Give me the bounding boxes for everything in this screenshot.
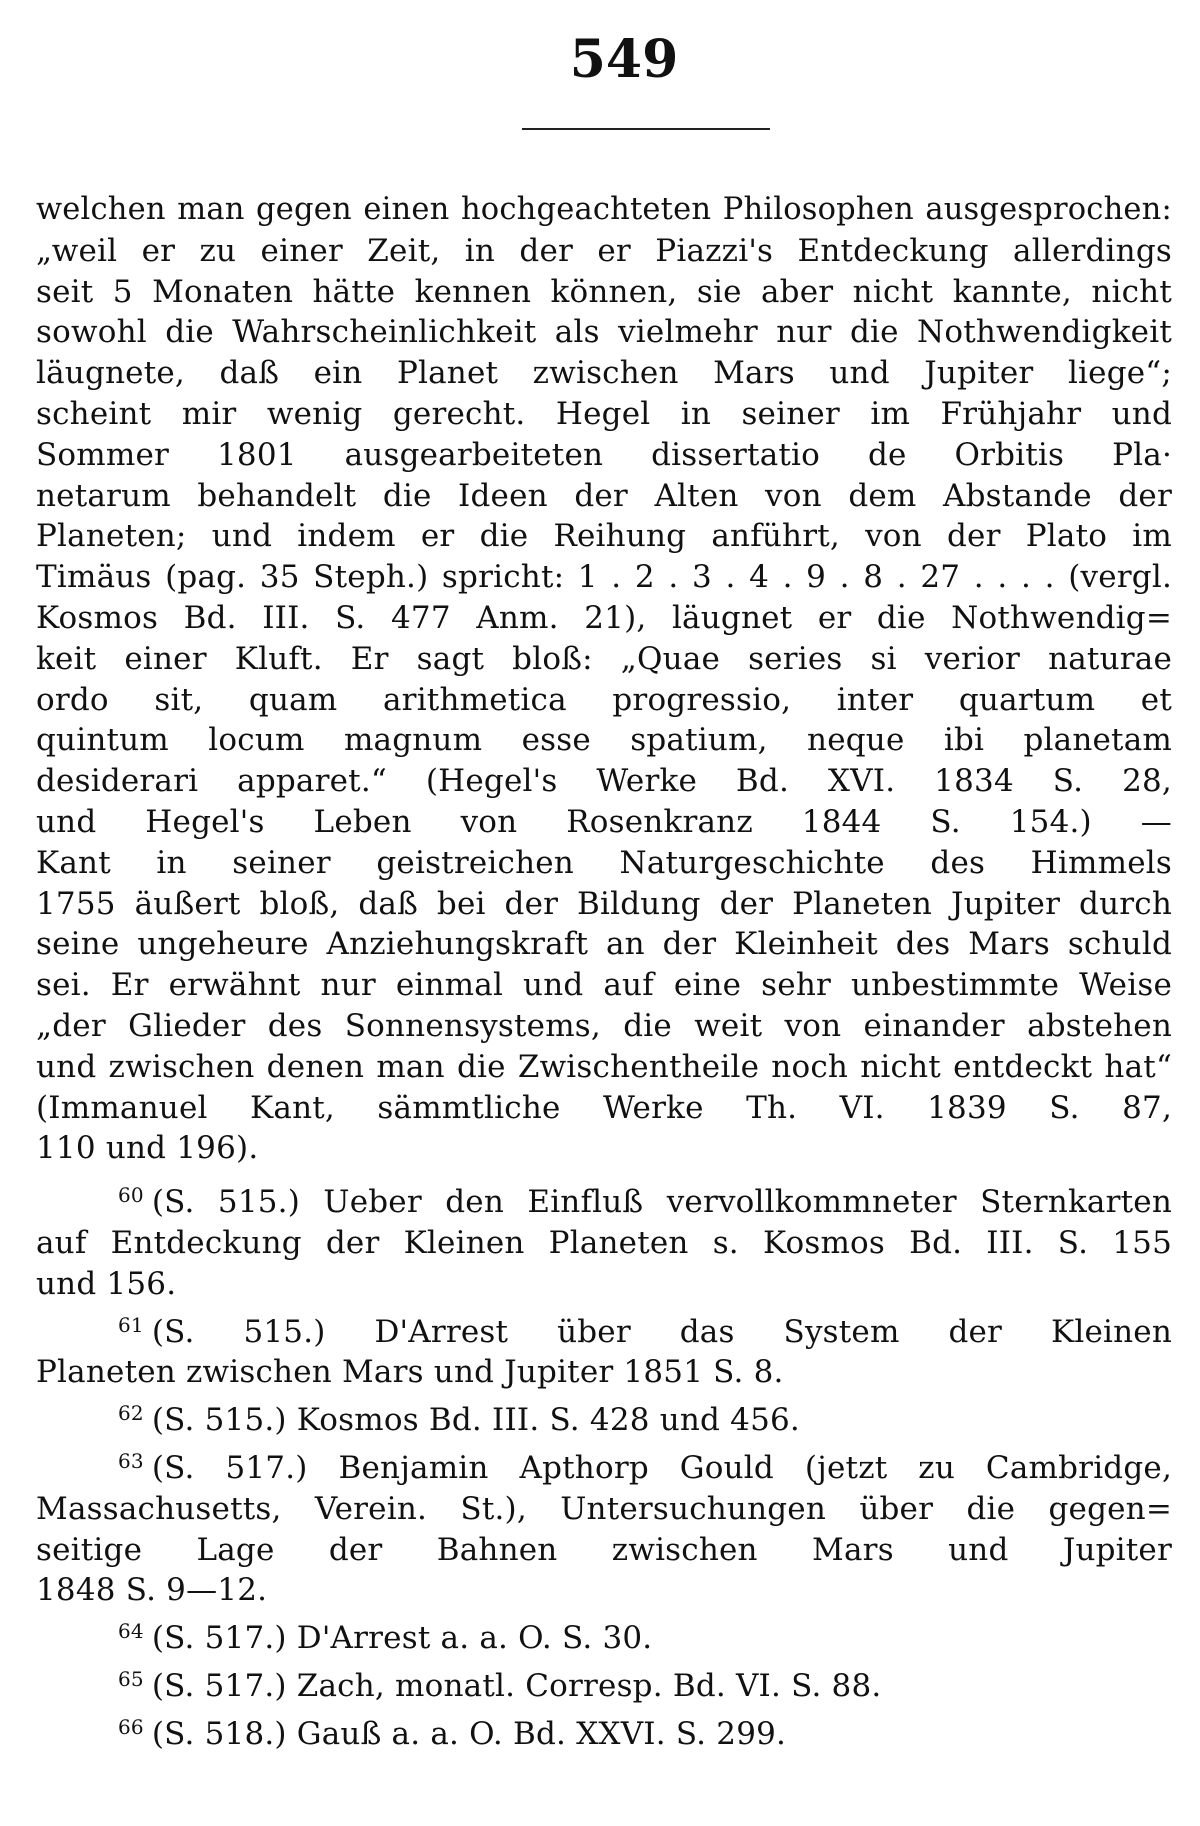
page-number: 549 [569, 29, 679, 90]
text-line: und zwischen denen man die Zwischentheile noch nicht entdeckt hat“ [36, 1048, 1172, 1085]
text-line: sei. Er erwähnt nur einmal und auf eine sehr unbestimmte Weise [36, 967, 1172, 1004]
footnote-number: 66 [118, 1714, 144, 1739]
text-line: scheint mir wenig gerecht. Hegel in seiner im Frühjahr und [36, 395, 1172, 432]
footnote-text: (S. 517.) D'Arrest a. a. O. S. 30. [151, 1620, 653, 1657]
footnote-number: 63 [118, 1448, 144, 1473]
text-line: 1755 äußert bloß, daß bei der Bildung der Planeten Jupiter durch [36, 885, 1172, 922]
footnote-text: (S. 515.) Ueber den Einfluß vervollkommneter Sternkarten [151, 1184, 1172, 1221]
footnote-text: (S. 515.) Kosmos Bd. III. S. 428 und 456. [151, 1402, 800, 1439]
footnote [36, 1707, 1172, 1755]
text-line: Kosmos Bd. III. S. 477 Anm. 21), läugnet er die Nothwendig= [36, 599, 1172, 636]
text-line: keit einer Kluft. Er sagt bloß: „Quae series si verior naturae [36, 640, 1172, 677]
text-line: (Immanuel Kant, sämmtliche Werke Th. VI. 1839 S. 87, [36, 1089, 1172, 1126]
text-line: „weil er zu einer Zeit, in der er Piazzi's Entdeckung allerdings [36, 232, 1172, 269]
footnote-text: (S. 517.) Zach, monatl. Corresp. Bd. VI. S. 88. [151, 1667, 882, 1704]
footnote-text: (S. 517.) Benjamin Apthorp Gould (jetzt zu Cambridge, [151, 1449, 1172, 1486]
footnote-number: 60 [118, 1183, 144, 1208]
header-rule [522, 128, 770, 130]
footnote-number: 65 [118, 1666, 144, 1691]
footnote-number: 61 [118, 1312, 144, 1337]
footnote [36, 1305, 1172, 1394]
footnote [36, 1611, 1172, 1659]
text-line: quintum locum magnum esse spatium, neque ibi planetam [36, 722, 1172, 759]
footnote-text: (S. 518.) Gauß a. a. O. Bd. XXVI. S. 299. [151, 1715, 787, 1752]
page-text [36, 190, 1172, 1754]
footnote-text: 1848 S. 9—12. [36, 1572, 268, 1609]
footnote-number: 64 [118, 1619, 144, 1644]
text-line: Timäus (pag. 35 Steph.) spricht: 1 . 2 . 3 . 4 . 9 . 8 . 27 . . . . (vergl. [36, 559, 1172, 596]
main-paragraph [36, 190, 1172, 1169]
text-line: seit 5 Monaten hätte kennen können, sie aber nicht kannte, nicht [36, 273, 1172, 310]
footnote-text: Massachusetts, Verein. St.), Untersuchungen über die gegen= [36, 1490, 1172, 1527]
text-line: sowohl die Wahrscheinlichkeit als vielmehr nur die Nothwendigkeit [36, 314, 1172, 351]
text-line: welchen man gegen einen hochgeachteten Philosophen ausgesprochen: [36, 192, 1172, 227]
footnote [36, 1659, 1172, 1707]
footnote [36, 1441, 1172, 1611]
text-line: seine ungeheure Anziehungskraft an der Kleinheit des Mars schuld [36, 926, 1172, 963]
footnote-text: und 156. [36, 1265, 177, 1302]
text-line: 110 und 196). [36, 1130, 259, 1167]
footnote-number: 62 [118, 1401, 144, 1426]
text-line: Sommer 1801 ausgearbeiteten dissertatio de Orbitis Pla· [36, 436, 1172, 473]
text-line: „der Glieder des Sonnensystems, die weit von einander abstehen [36, 1007, 1172, 1044]
footnote-text: auf Entdeckung der Kleinen Planeten s. Kosmos Bd. III. S. 155 [36, 1224, 1172, 1261]
text-line: Kant in seiner geistreichen Naturgeschichte des Himmels [36, 844, 1172, 881]
text-line: Planeten; und indem er die Reihung anführt, von der Plato im [36, 518, 1172, 555]
footnote-text: (S. 515.) D'Arrest über das System der Kleinen [151, 1313, 1172, 1350]
text-line: läugnete, daß ein Planet zwischen Mars und Jupiter liege“; [36, 355, 1172, 392]
footnote-text: Planeten zwischen Mars und Jupiter 1851 S. 8. [36, 1354, 784, 1391]
text-line: ordo sit, quam arithmetica progressio, inter quartum et [36, 681, 1172, 718]
footnote [36, 1175, 1172, 1304]
text-line: desiderari apparet.“ (Hegel's Werke Bd. XVI. 1834 S. 28, [36, 763, 1172, 800]
footnote-text: seitige Lage der Bahnen zwischen Mars und Jupiter [36, 1531, 1172, 1568]
text-line: und Hegel's Leben von Rosenkranz 1844 S. 154.) — [36, 803, 1172, 840]
footnote [36, 1393, 1172, 1441]
text-line: netarum behandelt die Ideen der Alten von dem Abstande der [36, 477, 1172, 514]
